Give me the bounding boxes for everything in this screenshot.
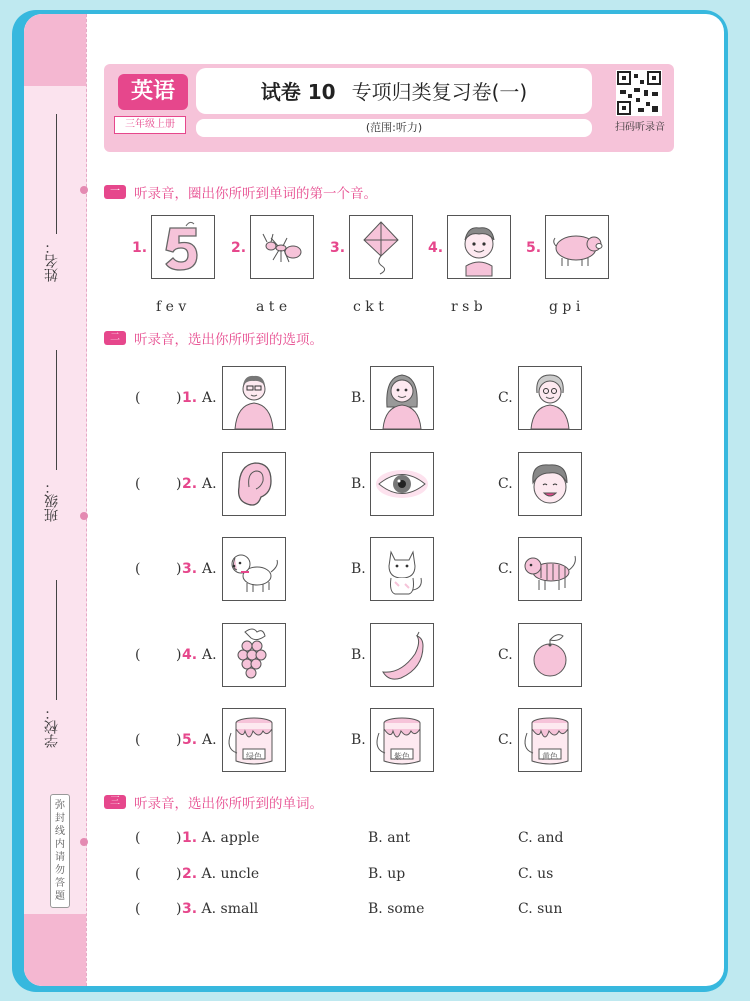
class-blank (42, 350, 72, 470)
option-label: A. (202, 732, 217, 748)
question-number: 5. (182, 732, 198, 748)
school-label: 学校： (44, 706, 60, 748)
word-question-row (182, 866, 259, 882)
answer-bracket[interactable]: ( (135, 901, 141, 917)
seal-notice: 弥封线内请勿答题 (50, 794, 70, 908)
section-1-heading (104, 183, 377, 201)
section-3-instruction: 听录音，选出你所听到的单词。 (134, 796, 323, 812)
section-2-number: 二 (104, 331, 126, 345)
name-blank (42, 114, 72, 234)
margin-top-block (24, 14, 86, 86)
option-label: C. (498, 732, 513, 748)
option-label: B. (351, 476, 366, 492)
answer-bracket[interactable]: ( (135, 732, 141, 748)
answer-bracket[interactable]: ) (176, 561, 182, 577)
section-3-number: 三 (104, 795, 126, 809)
picture-number: 2. (231, 240, 247, 256)
option-label: B. (351, 647, 366, 663)
bucket-color-label: 绿色 (246, 752, 262, 761)
picture-number: 5. (526, 240, 542, 256)
option-label: A. (202, 476, 217, 492)
answer-bracket[interactable]: ( (135, 561, 141, 577)
question-number: 1. (182, 390, 198, 406)
paper-number: 试卷 10 (260, 80, 336, 104)
letter-options: g p i (549, 299, 581, 315)
picture-number: 1. (132, 240, 148, 256)
answer-bracket[interactable]: ( (135, 866, 141, 882)
option-label: C. (498, 476, 513, 492)
option-label: A. (202, 561, 217, 577)
answer-bracket[interactable]: ) (176, 647, 182, 663)
answer-bracket[interactable]: ) (176, 732, 182, 748)
word-question-row (182, 901, 258, 917)
seal-dot (80, 186, 88, 194)
pig-icon (545, 215, 609, 279)
option-c[interactable]: C. sun (518, 901, 563, 917)
letter-options: f e v (156, 299, 187, 315)
option-c[interactable]: C. us (518, 866, 554, 882)
man-icon[interactable] (222, 366, 286, 430)
section-2-instruction: 听录音，选出你所听到的选项。 (134, 332, 323, 348)
qr-caption: 扫码听录音 (615, 122, 665, 133)
picture-number: 3. (330, 240, 346, 256)
subject-badge: 英语 (118, 74, 188, 110)
section-2-heading (104, 329, 323, 347)
letter-options: r s b (451, 299, 483, 315)
class-field (42, 480, 72, 526)
answer-bracket[interactable]: ) (176, 901, 182, 917)
qr-code-icon[interactable] (616, 70, 662, 116)
picture-number: 4. (428, 240, 444, 256)
option-b[interactable]: B. up (368, 866, 406, 882)
option-label: C. (498, 390, 513, 406)
cat-icon[interactable] (370, 537, 434, 601)
answer-bracket[interactable]: ( (135, 647, 141, 663)
banana-icon[interactable] (370, 623, 434, 687)
question-number: 2. (182, 476, 198, 492)
option-a[interactable]: A. small (201, 901, 259, 917)
option-label: A. (202, 647, 217, 663)
name-line[interactable] (56, 114, 57, 234)
paint-bucket-icon[interactable] (222, 708, 286, 772)
question-number: 2. (182, 866, 198, 882)
school-line[interactable] (56, 580, 57, 700)
name-field (42, 240, 72, 286)
bucket-color-label: 紫色 (394, 752, 410, 761)
question-number: 3. (182, 561, 198, 577)
option-label: B. (351, 390, 366, 406)
word-question-row (182, 830, 260, 846)
section-1-instruction: 听录音，圈出你所听到单词的第一个音。 (134, 186, 377, 202)
letter-options: c k t (353, 299, 384, 315)
orange-icon[interactable] (518, 623, 582, 687)
option-label: A. (202, 390, 217, 406)
option-b[interactable]: B. ant (368, 830, 411, 846)
grandma-icon[interactable] (518, 366, 582, 430)
class-line[interactable] (56, 350, 57, 470)
paint-bucket-icon[interactable] (370, 708, 434, 772)
question-number: 1. (182, 830, 198, 846)
option-label: B. (351, 561, 366, 577)
school-blank (42, 580, 72, 700)
kite-icon (349, 215, 413, 279)
answer-bracket[interactable]: ( (135, 476, 141, 492)
grade-badge: 三年级上册 (114, 116, 186, 134)
dog-icon[interactable] (222, 537, 286, 601)
tiger-icon[interactable] (518, 537, 582, 601)
school-field (42, 706, 72, 752)
option-a[interactable]: A. apple (201, 830, 260, 846)
bucket-color-label: 黄色 (542, 752, 558, 761)
seal-dot (80, 838, 88, 846)
name-label: 姓名： (44, 240, 60, 282)
seal-dot (80, 512, 88, 520)
option-label: C. (498, 647, 513, 663)
answer-bracket[interactable]: ( (135, 830, 141, 846)
eye-icon[interactable] (370, 452, 434, 516)
margin-bottom-block (24, 914, 86, 986)
face-icon[interactable] (518, 452, 582, 516)
answer-bracket[interactable]: ) (176, 476, 182, 492)
question-number: 3. (182, 901, 198, 917)
answer-bracket[interactable]: ) (176, 830, 182, 846)
option-a[interactable]: A. uncle (201, 866, 260, 882)
paint-bucket-icon[interactable] (518, 708, 582, 772)
ear-icon[interactable] (222, 452, 286, 516)
ant-icon (250, 215, 314, 279)
option-label: C. (498, 561, 513, 577)
page-title (196, 76, 592, 105)
answer-bracket[interactable]: ) (176, 866, 182, 882)
section-3-heading (104, 793, 323, 811)
option-label: B. (351, 732, 366, 748)
question-number: 4. (182, 647, 198, 663)
option-b[interactable]: B. some (368, 901, 425, 917)
grapes-icon[interactable] (222, 623, 286, 687)
scope-label: (范围:听力) (196, 119, 592, 137)
class-label: 班级： (44, 480, 60, 522)
section-1-number: 一 (104, 185, 126, 199)
five-icon (151, 215, 215, 279)
letter-options: a t e (256, 299, 288, 315)
answer-bracket[interactable]: ( (135, 390, 141, 406)
answer-bracket[interactable]: ) (176, 390, 182, 406)
girl-icon[interactable] (370, 366, 434, 430)
paper-title: 专项归类复习卷(一) (351, 80, 528, 104)
binding-margin (24, 14, 87, 986)
option-c[interactable]: C. and (518, 830, 564, 846)
boy-icon (447, 215, 511, 279)
